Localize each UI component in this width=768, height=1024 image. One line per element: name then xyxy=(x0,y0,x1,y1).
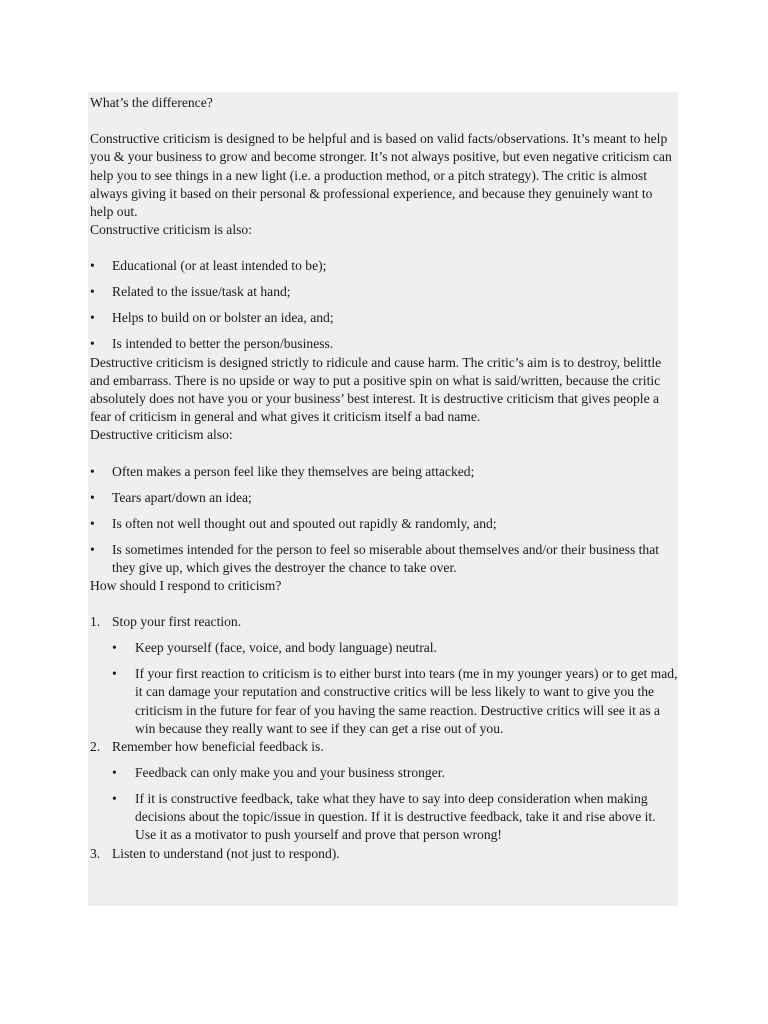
list-item: • Tears apart/down an idea; xyxy=(90,489,678,507)
list-item: • Related to the issue/task at hand; xyxy=(90,283,678,301)
step-text: Remember how beneficial feedback is. xyxy=(112,739,324,755)
constructive-also-label: Constructive criticism is also: xyxy=(90,222,252,238)
step-text: Stop your first reaction. xyxy=(112,614,242,630)
step-text: Listen to understand (not just to respond). xyxy=(112,845,340,861)
list-item: • Often makes a person feel like they themselves are being attacked; xyxy=(90,463,678,481)
respond-heading: How should I respond to criticism? xyxy=(90,578,282,594)
section-heading-difference: What’s the difference? xyxy=(90,95,213,110)
sub-list-item: • Feedback can only make you and your business stronger. xyxy=(112,764,678,782)
document-page xyxy=(88,92,678,906)
constructive-paragraph: Constructive criticism is designed to be helpful and is based on valid facts/observations. It’s meant to help you & your business to grow and become stronger. It’s not always positive, but even negative criticism can help you to see things in a new light (i.e. a production method, or a pitch strategy). The critic is almost always giving it based on their personal & professional experience, and because they genuinely want to help out. xyxy=(90,131,672,220)
step-item xyxy=(90,613,678,738)
list-item: • Educational (or at least intended to be); xyxy=(90,257,678,275)
step-number: 3. xyxy=(90,845,101,861)
step-number: 2. xyxy=(90,739,101,755)
list-item: • Is often not well thought out and spouted out rapidly & randomly, and; xyxy=(90,515,678,533)
step-item xyxy=(90,845,678,863)
step-sublist xyxy=(112,639,678,738)
sub-list-item: • If your first reaction to criticism is to either burst into tears (me in my younger years) or to get mad, it can damage your reputation and constructive critics will be less likely to want to give you the criticism in the future for fear of you having the same reaction. Destructive critics will see it as a win because they really want to see if they can get a rise out of you. xyxy=(112,665,678,738)
constructive-list xyxy=(90,257,678,353)
step-sublist xyxy=(112,764,678,845)
list-item: • Helps to build on or bolster an idea, and; xyxy=(90,309,678,327)
destructive-paragraph: Destructive criticism is designed strictly to ridicule and cause harm. The critic’s aim is to destroy, belittle and embarrass. There is no upside or way to put a positive spin on what is said/written, because the critic absolutely does not have you or your business’ best interest. It is destructive criticism that gives people a fear of criticism in general and what gives it criticism itself a bad name. xyxy=(90,354,662,425)
destructive-list xyxy=(90,463,678,577)
sub-list-item: • If it is constructive feedback, take what they have to say into deep consideration when making decisions about the topic/issue in question. If it is destructive feedback, take it and rise above it. Use it as a motivator to push yourself and prove that person wrong! xyxy=(112,790,678,845)
sub-list-item: • Keep yourself (face, voice, and body language) neutral. xyxy=(112,639,678,657)
step-item xyxy=(90,738,678,845)
list-item: • Is sometimes intended for the person to feel so miserable about themselves and/or their business that they give up, which gives the destroyer the chance to take over. xyxy=(90,541,678,577)
steps-list xyxy=(90,613,678,863)
list-item: • Is intended to better the person/business. xyxy=(90,335,678,353)
destructive-also-label: Destructive criticism also: xyxy=(90,427,233,443)
step-number: 1. xyxy=(90,614,101,630)
